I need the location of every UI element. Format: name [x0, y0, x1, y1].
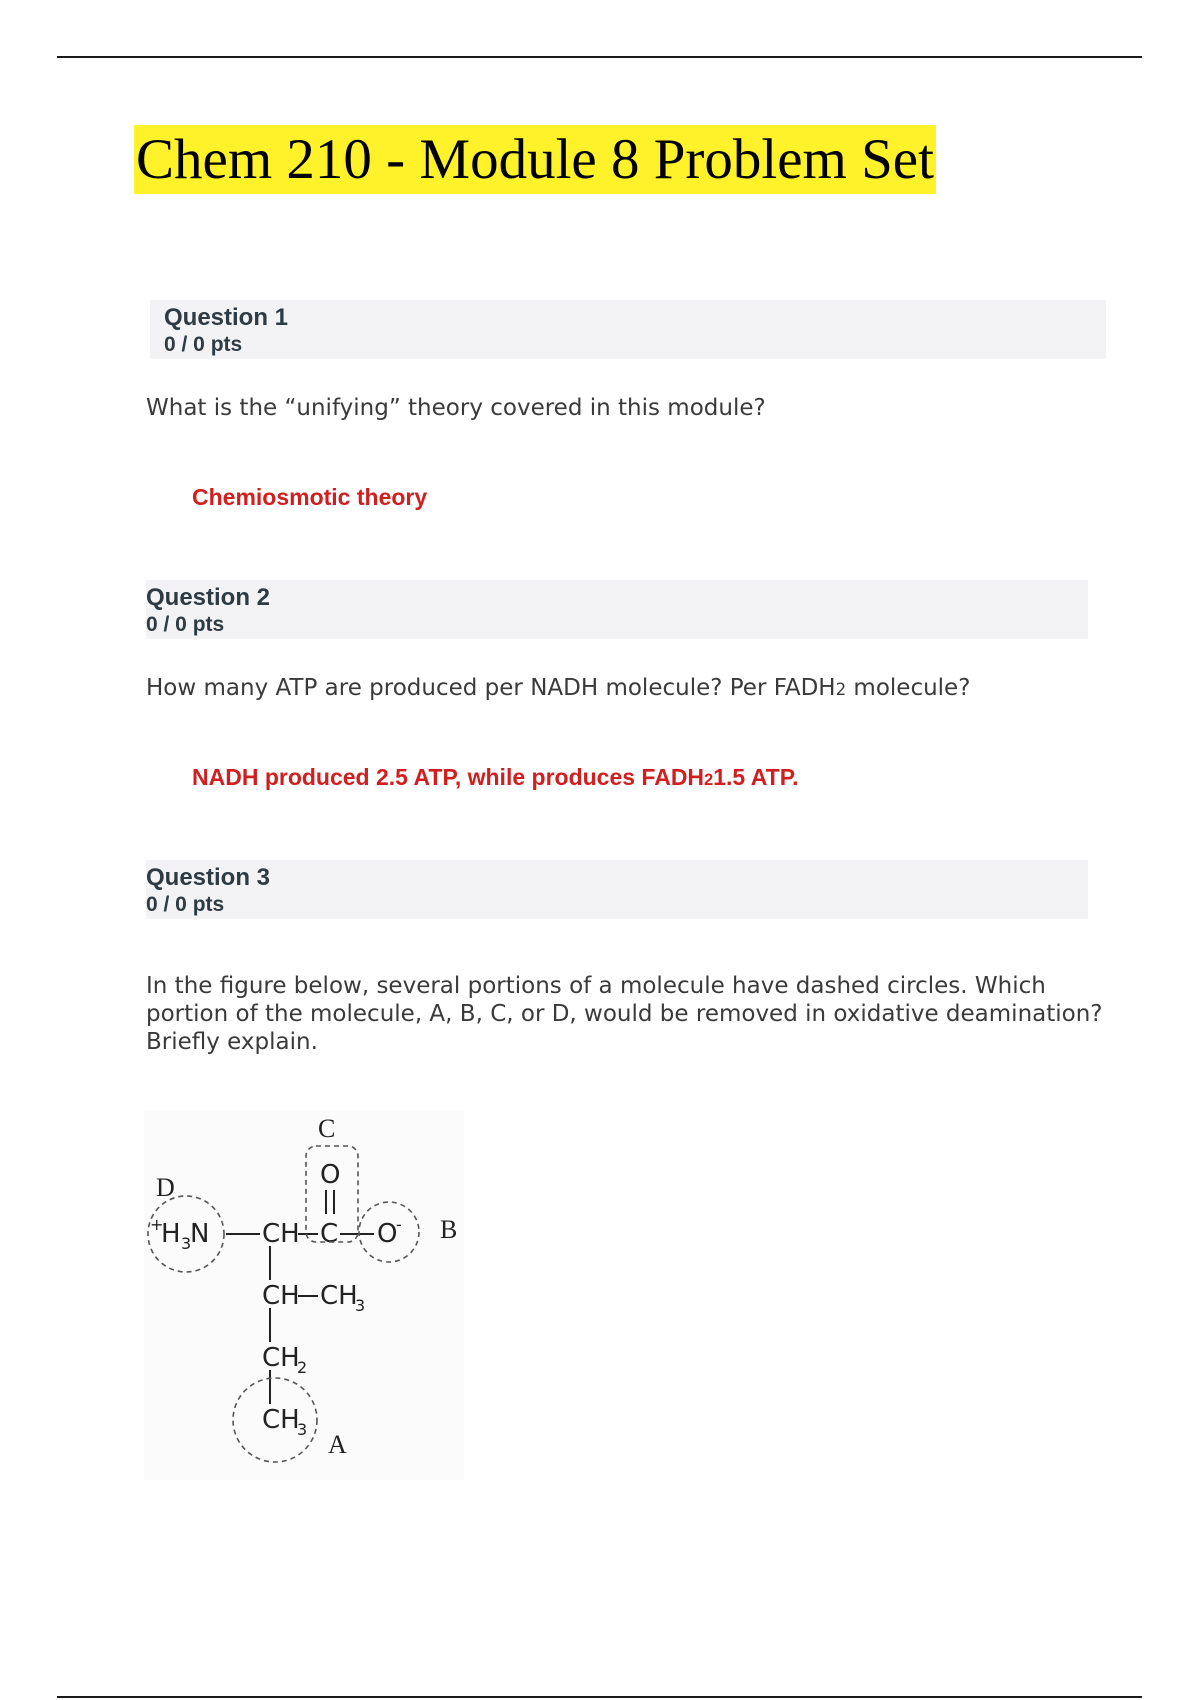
question-3-points: 0 / 0 pts: [146, 893, 225, 916]
atom-side-ch: CH: [262, 1281, 300, 1311]
question-3-header: [146, 860, 1088, 919]
question-2-prompt-subscript: 2: [835, 680, 847, 699]
atom-ch2: CH: [262, 1343, 300, 1373]
bottom-rule: [57, 1696, 1142, 1698]
page-title: Chem 210 - Module 8 Problem Set: [134, 125, 936, 194]
label-b: B: [440, 1215, 458, 1244]
label-d: D: [156, 1173, 175, 1202]
question-2-answer-text: NADH produced 2.5 ATP, while produces FADH: [192, 764, 705, 790]
atom-amine-charge: +: [150, 1215, 164, 1234]
atom-carbonyl-o: O: [320, 1160, 341, 1190]
question-1-prompt: What is the “unifying” theory covered in this module?: [146, 395, 766, 421]
question-1-answer: Chemiosmotic theory: [192, 484, 428, 510]
atom-carboxylate-o: O: [377, 1219, 398, 1249]
question-2-title: Question 2: [146, 584, 271, 611]
atom-side-ch3: CH: [320, 1281, 358, 1311]
question-3-prompt: In the figure below, several portions of a molecule have dashed circles. Which portion of the molecule, A, B, C, or D, would be removed in oxidative deamination? Briefly explain.: [146, 973, 1103, 1055]
question-1-header: [150, 300, 1106, 359]
question-1-title: Question 1: [164, 304, 289, 331]
question-3-title: Question 3: [146, 864, 271, 891]
question-2-answer-subscript: 2: [704, 770, 714, 789]
atom-carbonyl-c: C: [320, 1219, 339, 1249]
molecule-figure: [144, 1110, 464, 1480]
atom-terminal-subscript: 3: [297, 1420, 308, 1439]
label-a: A: [328, 1430, 347, 1459]
atom-amine-h: H: [161, 1219, 181, 1249]
question-2-prompt: [146, 674, 1106, 704]
question-2-prompt-text: How many ATP are produced per NADH molecule? Per FADH: [146, 675, 836, 701]
atom-carboxylate-charge: -: [396, 1215, 402, 1234]
question-2-points: 0 / 0 pts: [146, 613, 225, 636]
atom-alpha-ch: CH: [262, 1219, 300, 1249]
atom-amine-subscript: 3: [181, 1234, 192, 1253]
question-1-points: 0 / 0 pts: [164, 333, 243, 356]
question-2-answer: [192, 764, 798, 791]
question-2-header: [146, 580, 1088, 639]
atom-side-ch3-subscript: 3: [355, 1296, 366, 1315]
atom-terminal-ch3: CH: [262, 1405, 300, 1435]
atom-ch2-subscript: 2: [297, 1358, 308, 1377]
question-2-answer-tail: 1.5 ATP.: [713, 764, 799, 790]
question-2-prompt-tail: molecule?: [846, 675, 971, 701]
atom-amine-n: N: [190, 1219, 210, 1249]
label-c: C: [318, 1114, 336, 1143]
top-rule: [57, 56, 1142, 58]
